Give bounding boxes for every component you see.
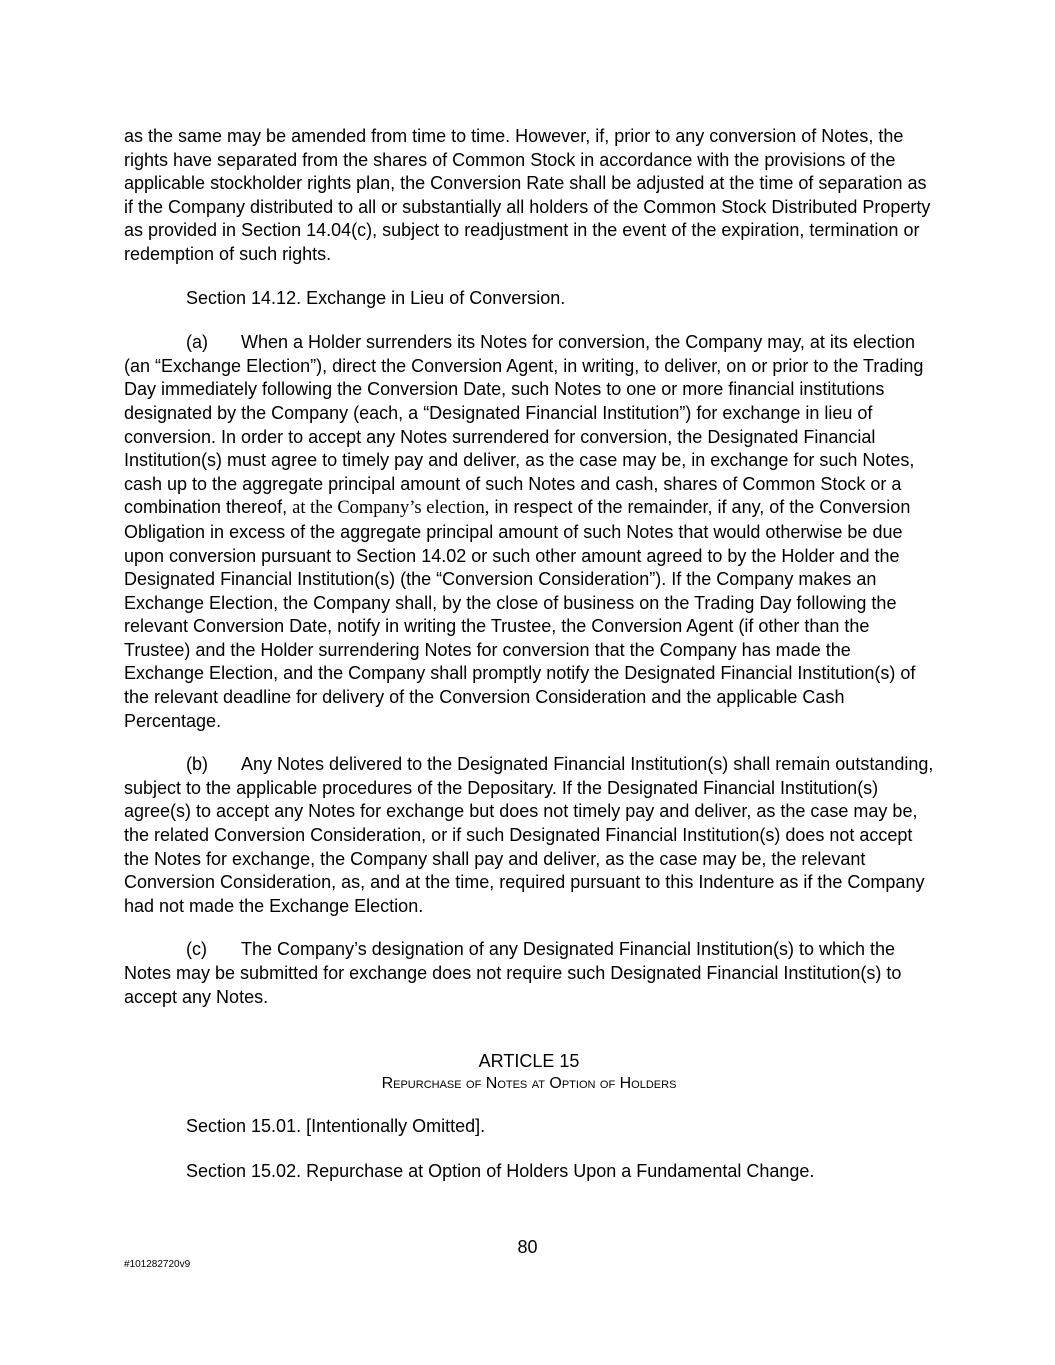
paragraph-a-text-1: When a Holder surrenders its Notes for conversion, the Company may, at its election (an “Exchange Election”), direct the Conversion Agent, in writing, to deliver, on or prior to the Trading Day immediately following the Conversion Date, such Notes to one or more financial institutions designated by the Company (each, a “Designated Financial Institution”) for exchange in lieu of conversion. In order to accept any Notes surrendered for conversion, the Designated Financial Institution(s) must agree to timely pay and deliver, as the case may be, in exchange for such Notes, cash up to the aggregate principal amount of such Notes and cash, shares of Common Stock or a combination thereof, [124,332,924,518]
paragraph-c-text: The Company’s designation of any Designated Financial Institution(s) to which the Notes may be submitted for exchange does not require such Designated Financial Institution(s) to accept any Notes. [124,939,902,1007]
paragraph-c-label: (c) [186,939,207,960]
paragraph-a-text-serif: at the Company’s election, [292,498,490,519]
section-15-02-heading: Section 15.02. Repurchase at Option of Holders Upon a Fundamental Change. [186,1160,815,1181]
section-14-12-heading: Section 14.12. Exchange in Lieu of Conversion. [186,287,566,308]
section-15-01-heading: Section 15.01. [Intentionally Omitted]. [186,1116,486,1137]
article-title: ARTICLE 15 [478,1051,580,1072]
page-number: 80 [517,1237,538,1257]
paragraph-a [124,331,934,733]
paragraph-b [124,753,934,918]
paragraph-b-text: Any Notes delivered to the Designated Financial Institution(s) shall remain outstanding, subject to the applicable procedures of the Depositary. If the Designated Financial Institution(s) agree(s) to accept any Notes for exchange but does not timely pay and deliver, as the case may be, the related Conversion Consideration, or if such Designated Financial Institution(s) does not accept the Notes for exchange, the Company shall pay and deliver, as the case may be, the relevant Conversion Consideration, as, and at the time, required pursuant to this Indenture as if the Company had not made the Exchange Election. [124,754,934,916]
document-page [124,125,934,1204]
paragraph-a-text-2: in respect of the remainder, if any, of the Conversion Obligation in excess of the aggregate principal amount of such Notes that would otherwise be due upon conversion pursuant to Section 14.02 or such other amount agreed to by the Holder and the Designated Financial Institution(s) (the “Conversion Consideration”). If the Company makes an Exchange Election, the Company shall, by the close of business on the Trading Day following the relevant Conversion Date, notify in writing the Trustee, the Conversion Agent (if other than the Trustee) and the Holder surrendering Notes for conversion that the Company has made the Exchange Election, and the Company shall promptly notify the Designated Financial Institution(s) of the relevant deadline for delivery of the Conversion Consideration and the applicable Cash Percentage. [124,497,916,731]
article-heading [124,1049,934,1095]
paragraph-c [124,938,934,1009]
document-id: #101282720v9 [124,1259,191,1270]
paragraph-continuation: as the same may be amended from time to time. However, if, prior to any conversion of Notes, the rights have separated from the shares of Common Stock in accordance with the provisions of the applicable stockholder rights plan, the Conversion Rate shall be adjusted at the time of separation as if the Company distributed to all or substantially all holders of the Common Stock Distributed Property as provided in Section 14.04(c), subject to readjustment in the event of the expiration, termination or redemption of such rights. [124,126,931,264]
paragraph-a-label: (a) [186,332,208,353]
paragraph-b-label: (b) [186,754,208,775]
article-subtitle: Repurchase of Notes at Option of Holders [381,1075,677,1093]
